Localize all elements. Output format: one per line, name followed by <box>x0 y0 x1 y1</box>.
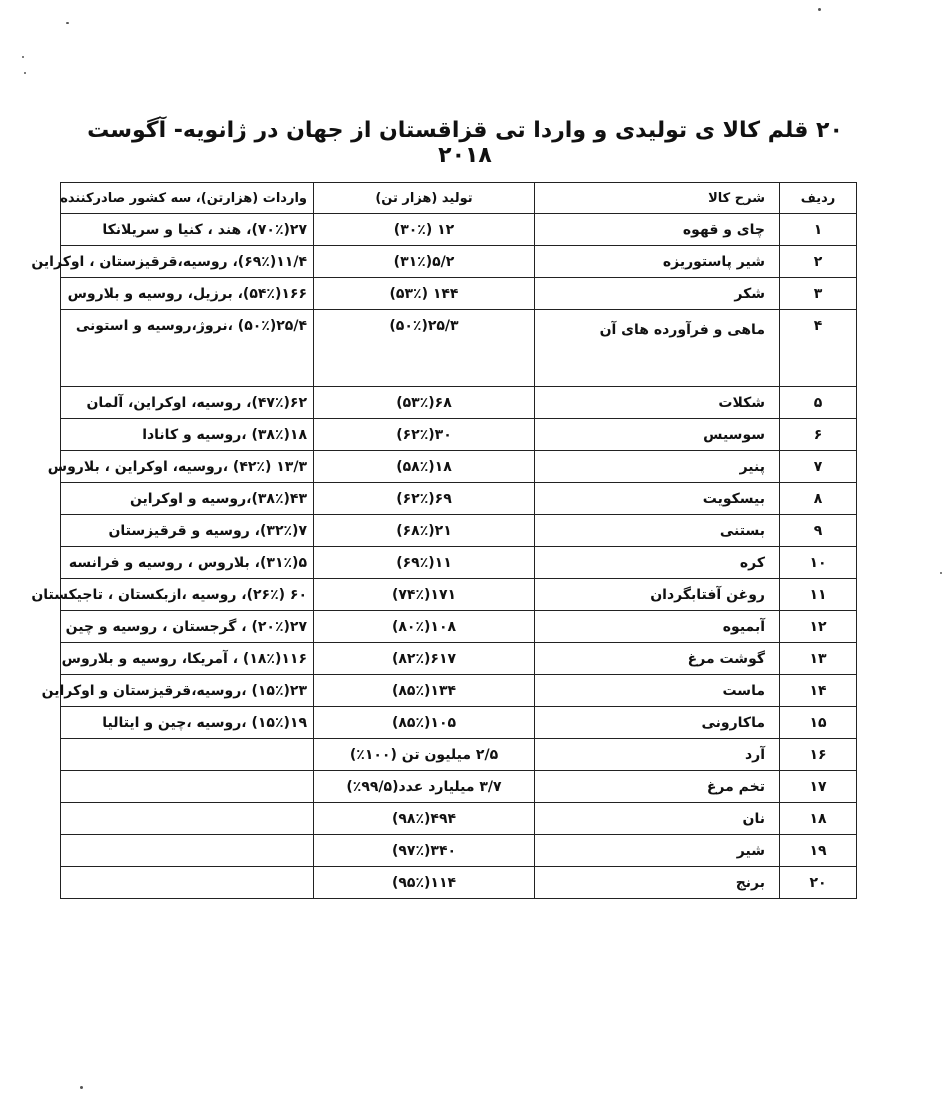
row-imports <box>61 739 314 771</box>
row-production: ۳۰(۶۲٪) <box>314 419 535 451</box>
row-production: ۱۸(۵۸٪) <box>314 451 535 483</box>
row-index: ۱۶ <box>780 739 857 771</box>
row-imports <box>61 867 314 899</box>
table-row <box>61 483 857 515</box>
table-row <box>61 771 857 803</box>
row-index: ۱۷ <box>780 771 857 803</box>
row-index: ۲۰ <box>780 867 857 899</box>
row-imports <box>61 835 314 867</box>
row-imports: ۷(۳۲٪)، روسیه و قرقیزستان <box>61 515 314 547</box>
row-index: ۶ <box>780 419 857 451</box>
row-imports: ۱۳/۳ (۴۲٪) ،روسیه، اوکراین ، بلاروس <box>61 451 314 483</box>
row-imports <box>61 771 314 803</box>
row-production: ۱۲ (۳۰٪) <box>314 214 535 246</box>
table-row <box>61 643 857 675</box>
row-description: روغن آفتابگردان <box>535 579 780 611</box>
row-index: ۱۵ <box>780 707 857 739</box>
row-imports <box>61 803 314 835</box>
row-index: ۱۰ <box>780 547 857 579</box>
table-row <box>61 707 857 739</box>
row-description: چای و قهوه <box>535 214 780 246</box>
row-production: ۳۴۰(۹۷٪) <box>314 835 535 867</box>
row-production: ۶۱۷(۸۲٪) <box>314 643 535 675</box>
row-production: ۱۰۸(۸۰٪) <box>314 611 535 643</box>
row-index: ۸ <box>780 483 857 515</box>
row-description: آرد <box>535 739 780 771</box>
row-index: ۱۳ <box>780 643 857 675</box>
row-production: ۵/۲(۳۱٪) <box>314 246 535 278</box>
row-imports: ۲۳(۱۵٪) ،روسیه،قرقیزستان و اوکراین <box>61 675 314 707</box>
row-description: ماکارونی <box>535 707 780 739</box>
table-row <box>61 547 857 579</box>
row-index: ۱۹ <box>780 835 857 867</box>
row-imports: ۱۱۶(۱۸٪) ، آمریکا، روسیه و بلاروس <box>61 643 314 675</box>
scan-speck <box>66 22 69 24</box>
row-index: ۱۲ <box>780 611 857 643</box>
scan-speck <box>22 56 24 58</box>
row-index: ۱۱ <box>780 579 857 611</box>
row-description: شکر <box>535 278 780 310</box>
row-description: شکلات <box>535 387 780 419</box>
table-row <box>61 739 857 771</box>
row-production: ۲/۵ میلیون تن (۱۰۰٪) <box>314 739 535 771</box>
table-row <box>61 675 857 707</box>
scan-speck <box>80 1086 83 1089</box>
page-title: ۲۰ قلم کالا ی تولیدی و واردا تی قزاقستان از جهان در ژانویه- آگوست ۲۰۱۸ <box>87 118 843 168</box>
header-production: تولید (هزار تن) <box>314 183 535 214</box>
row-description: سوسیس <box>535 419 780 451</box>
table-row <box>61 835 857 867</box>
row-description: ماست <box>535 675 780 707</box>
header-index: ردیف <box>780 183 857 214</box>
table-row <box>61 214 857 246</box>
scan-speck <box>24 72 26 74</box>
row-imports: ۲۷(۲۰٪) ، گرجستان ، روسیه و چین <box>61 611 314 643</box>
row-index: ۱۸ <box>780 803 857 835</box>
row-production: ۲۱(۶۸٪) <box>314 515 535 547</box>
table-row <box>61 419 857 451</box>
row-index: ۱۴ <box>780 675 857 707</box>
row-imports: ۱۱/۴(۶۹٪)، روسیه،قرقیزستان ، اوکراین <box>61 246 314 278</box>
row-index: ۲ <box>780 246 857 278</box>
table-header-row <box>61 183 857 214</box>
row-index: ۳ <box>780 278 857 310</box>
row-production: ۱۱۴(۹۵٪) <box>314 867 535 899</box>
row-imports: ۱۸(۳۸٪) ،روسیه و کانادا <box>61 419 314 451</box>
row-description: نان <box>535 803 780 835</box>
row-description: برنج <box>535 867 780 899</box>
row-production: ۱۱(۶۹٪) <box>314 547 535 579</box>
row-description: شیر پاستوریزه <box>535 246 780 278</box>
scan-speck <box>818 8 821 11</box>
scan-speck <box>940 572 942 574</box>
header-imports: واردات (هزارتن)، سه کشور صادرکننده <box>61 183 314 214</box>
table-row <box>61 611 857 643</box>
commodity-table <box>31 182 857 899</box>
table-row <box>61 278 857 310</box>
table-row <box>61 451 857 483</box>
row-description: کره <box>535 547 780 579</box>
row-production: ۱۰۵(۸۵٪) <box>314 707 535 739</box>
row-production: ۳/۷ میلیارد عدد(۹۹/۵٪) <box>314 771 535 803</box>
row-description: بیسکویت <box>535 483 780 515</box>
row-index: ۷ <box>780 451 857 483</box>
row-imports: ۱۶۶(۵۴٪)، برزیل، روسیه و بلاروس <box>61 278 314 310</box>
row-description: ماهی و فرآورده های آن <box>535 310 780 387</box>
row-imports: ۲۷(۷۰٪)، هند ، کنیا و سریلانکا <box>61 214 314 246</box>
row-description: تخم مرغ <box>535 771 780 803</box>
row-description: آبمیوه <box>535 611 780 643</box>
table-row <box>61 246 857 278</box>
row-imports: ۶۲(۴۷٪)، روسیه، اوکراین، آلمان <box>61 387 314 419</box>
table-row <box>61 867 857 899</box>
row-production: ۱۳۴(۸۵٪) <box>314 675 535 707</box>
table-row <box>61 387 857 419</box>
row-imports: ۵(۳۱٪)، بلاروس ، روسیه و فرانسه <box>61 547 314 579</box>
header-description: شرح کالا <box>535 183 780 214</box>
row-description: شیر <box>535 835 780 867</box>
table-row <box>61 310 857 387</box>
row-index: ۵ <box>780 387 857 419</box>
row-imports: ۱۹(۱۵٪) ،روسیه ،چین و ایتالیا <box>61 707 314 739</box>
table-row <box>61 515 857 547</box>
row-production: ۱۴۴ (۵۳٪) <box>314 278 535 310</box>
row-production: ۲۵/۳(۵۰٪) <box>314 310 535 387</box>
row-index: ۴ <box>780 310 857 387</box>
row-imports: ۴۳(۳۸٪)،روسیه و اوکراین <box>61 483 314 515</box>
table-row <box>61 803 857 835</box>
row-imports: ۶۰ (۲۶٪)، روسیه ،ازبکستان ، تاجیکستان <box>61 579 314 611</box>
row-description: گوشت مرغ <box>535 643 780 675</box>
row-production: ۴۹۴(۹۸٪) <box>314 803 535 835</box>
row-production: ۶۸(۵۳٪) <box>314 387 535 419</box>
row-description: بستنی <box>535 515 780 547</box>
row-index: ۱ <box>780 214 857 246</box>
row-imports: ۲۵/۴(۵۰٪) ،نروژ،روسیه و استونی <box>61 310 314 387</box>
row-production: ۱۷۱(۷۴٪) <box>314 579 535 611</box>
row-production: ۶۹(۶۲٪) <box>314 483 535 515</box>
row-index: ۹ <box>780 515 857 547</box>
row-description: پنیر <box>535 451 780 483</box>
table-row <box>61 579 857 611</box>
